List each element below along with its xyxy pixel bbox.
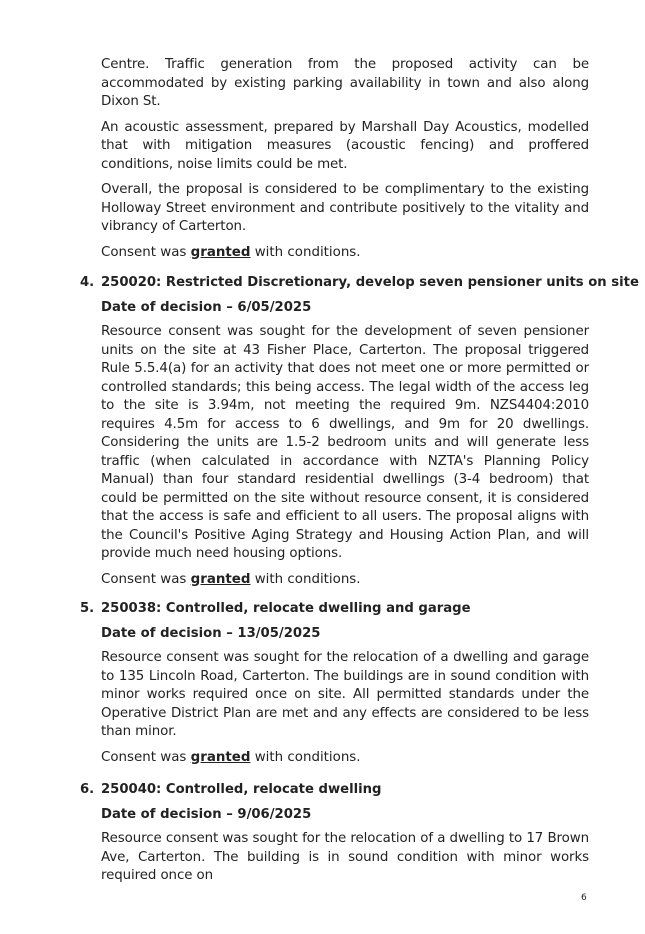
consent-line xyxy=(101,749,589,768)
item-number: 6. xyxy=(80,782,95,797)
item-paragraph: Resource consent was sought for the development of seven pensioner units on the site at 43 Fisher Place, Carterton. The proposal triggered Rule 5.5.4(a) for an activity that does not meet one or more permitted or controlled standards; this being access. The legal width of the access leg to the site is 3.94m, not meeting the required 9m. NZS4404:2010 requires 4.5m for access to 6 dwellings, and 9m for 20 dwellings. Considering the units are 1.5-2 bedroom units and will generate less traffic (when calculated in accordance with NZTA's Planning Policy Manual) than four standard residential dwellings (3-4 bedroom) that could be permitted on the site without resource consent, it is considered that the access is safe and efficient to all users. The proposal aligns with the Council's Positive Aging Strategy and Housing Action Plan, and will provide much need housing options. xyxy=(101,324,589,561)
item-number: 5. xyxy=(80,601,95,616)
item-heading: 250020: Restricted Discretionary, develop seven pensioner units on site xyxy=(101,275,639,290)
intro-paragraph: Overall, the proposal is considered to be complimentary to the existing Holloway Street environment and contribute positively to the vitality and vibrancy of Carterton. xyxy=(101,182,589,234)
consent-suffix: with conditions. xyxy=(254,571,361,587)
consent-suffix: with conditions. xyxy=(254,244,361,260)
decision-date: Date of decision – 6/05/2025 xyxy=(101,300,312,315)
intro-paragraph: An acoustic assessment, prepared by Marshall Day Acoustics, modelled that with mitigation measures (acoustic fencing) and proffered conditions, noise limits could be met. xyxy=(101,119,589,172)
item-paragraph: Resource consent was sought for the relocation of a dwelling and garage to 135 Lincoln Road, Carterton. The buildings are in sound condition with minor works required once on site. All permitted standards under the Operative District Plan are met and any effects are considered to be less than minor. xyxy=(101,650,589,739)
item-body xyxy=(101,830,589,893)
item-heading: 250038: Controlled, relocate dwelling and garage xyxy=(101,601,471,616)
item-number: 4. xyxy=(80,275,95,290)
consent-prefix: Consent was xyxy=(101,749,187,765)
intro-paragraph: Centre. Traffic generation from the proposed activity can be accommodated by existing parking availability in town and also along Dixon St. xyxy=(101,57,589,109)
consent-outcome: granted xyxy=(190,571,251,587)
item-paragraph: Resource consent was sought for the relocation of a dwelling to 17 Brown Ave, Carterton. The building is in sound condition with minor works required once on xyxy=(101,831,589,883)
intro-section xyxy=(101,56,589,262)
item-heading: 250040: Controlled, relocate dwelling xyxy=(101,782,382,797)
item-body xyxy=(101,323,589,589)
decision-date: Date of decision – 9/06/2025 xyxy=(101,807,312,822)
consent-outcome: granted xyxy=(190,244,251,260)
consent-line xyxy=(101,244,589,263)
consent-line xyxy=(101,571,589,590)
consent-prefix: Consent was xyxy=(101,244,187,260)
item-body xyxy=(101,649,589,767)
consent-prefix: Consent was xyxy=(101,571,187,587)
page-number: 6 xyxy=(581,893,587,903)
consent-suffix: with conditions. xyxy=(254,749,361,765)
decision-date: Date of decision – 13/05/2025 xyxy=(101,626,321,641)
consent-outcome: granted xyxy=(190,749,251,765)
